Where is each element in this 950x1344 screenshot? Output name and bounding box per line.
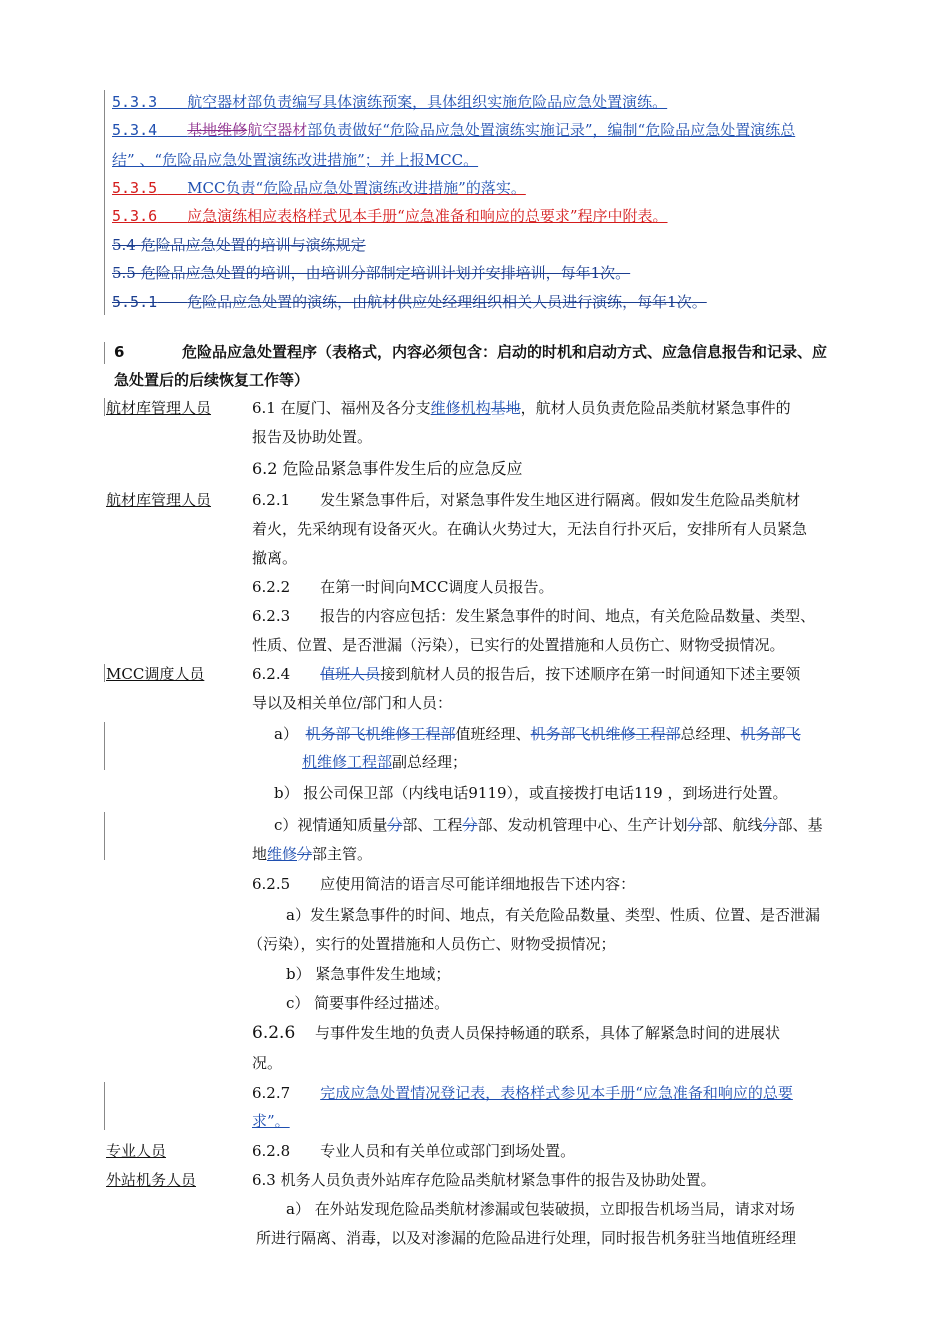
para-text: 6.1 在厦门、福州及各分支 [252, 399, 431, 417]
inserted-text: 完成应急处置情况登记表，表格样式参见本手册“应急准备和响应的总要 [320, 1084, 793, 1102]
clause-number: 5.3.3 [112, 93, 158, 111]
para-6-2-3: 6.2.3 报告的内容应包括：发生紧急事件的时间、地点，有关危险品数量、类型、 [252, 607, 816, 625]
item-6-2-5-c: c） 简要事件经过描述。 [286, 994, 450, 1012]
para-number: 6.2.4 [252, 665, 321, 683]
clause-5-3-4 [112, 120, 795, 140]
inserted-text: 维修 [267, 845, 298, 863]
para-6-2-7-cont: 求”。 [252, 1112, 290, 1130]
clause-text: 部负责做好“危险品应急处置演练实施记录”，编制“危险品应急处置演练总 [307, 121, 796, 139]
clause-5-3-3 [112, 92, 667, 112]
revised-text: 机务部飞机维修工程部 [530, 725, 681, 743]
clause-text: MCC负责“危险品应急处置演练改进措施”的落实。 [187, 179, 526, 197]
para-6-2-8: 6.2.8 专业人员和有关单位或部门到场处置。 [252, 1142, 576, 1160]
revision-bar [104, 398, 105, 416]
item-text: 部、发动机管理中心、生产计划 [477, 816, 688, 834]
section-6-title-cont [114, 370, 309, 390]
section-number: 6 [114, 343, 125, 361]
deleted-text: 分 [687, 816, 703, 834]
clause-text: 5.5 危险品应急处置的培训，由培训分部制定培训计划并安排培训，每年1次。 [112, 264, 631, 282]
deleted-text: 分 [387, 816, 403, 834]
item-text: 部、工程 [402, 816, 463, 834]
revised-text: 机务部飞机维修工程部 [305, 725, 456, 743]
inserted-text: 航空器材 [247, 121, 308, 139]
section-title: 危险品应急处置程序（表格式，内容必须包含：启动的时机和启动方式、应急信息报告和记录、应 [182, 343, 828, 361]
deleted-text: 分 [762, 816, 778, 834]
revision-bar [104, 664, 105, 682]
item-text: 值班经理、 [455, 725, 531, 743]
item-6-3-a-cont: 所进行隔离、消毒，以及对渗漏的危险品进行处理，同时报告机务驻当地值班经理 [256, 1229, 797, 1247]
section-title: 急处置后的后续恢复工作等） [114, 371, 310, 389]
revised-text: 机务部飞 [740, 725, 801, 743]
revision-bar [104, 90, 105, 315]
para-text: 与事件发生地的负责人员保持畅通的联系，具体了解紧急时间的进展状 [315, 1024, 781, 1042]
item-text: 部、基 [777, 816, 823, 834]
para-6-2-3-cont: 性质、位置、是否泄漏（污染），已实行的处置措施和人员伤亡、财物受损情况。 [252, 636, 785, 654]
para-number: 6.2.6 [252, 1023, 296, 1043]
deleted-text: 基地维修 [187, 121, 248, 139]
section-6-number [114, 342, 124, 362]
clause-number: 5.3.6 [112, 207, 158, 225]
item-text: 总经理、 [680, 725, 741, 743]
para-6-2: 6.2 危险品紧急事件发生后的应急反应 [252, 459, 523, 478]
deleted-text: 分 [462, 816, 478, 834]
revision-bar [104, 722, 105, 770]
para-6-2-4 [252, 664, 800, 684]
item-6-2-5-a: a）发生紧急事件的时间、地点，有关危险品数量、类型、性质、位置、是否泄漏 [286, 906, 820, 924]
clause-text: 航空器材部负责编写具体演练预案，具体组织实施危险品应急处置演练。 [187, 93, 668, 111]
clause-number: 5.3.4 [112, 121, 158, 139]
role-label: 专业人员 [106, 1142, 167, 1160]
para-6-2-6 [252, 1023, 780, 1043]
deleted-text: 分 [297, 845, 313, 863]
clause-5-5-deleted [112, 263, 630, 283]
para-6-2-4-cont: 导以及相关单位/部门和人员： [252, 694, 453, 712]
para-6-2-2: 6.2.2 在第一时间向MCC调度人员报告。 [252, 578, 554, 596]
item-text: 部、航线 [702, 816, 763, 834]
item-label: a） [274, 725, 291, 743]
item-c-cont [252, 844, 372, 864]
item-6-2-5-b: b） 紧急事件发生地域； [286, 965, 451, 983]
clause-5-3-6 [112, 206, 668, 226]
para-6-2-1: 6.2.1 发生紧急事件后，对紧急事件发生地区进行隔离。假如发生危险品类航材 [252, 491, 801, 509]
para-6-2-6-cont: 况。 [252, 1054, 283, 1072]
item-text: c）视情通知质量 [274, 816, 388, 834]
clause-text: 危险品应急处置的演练，由航材供应处经理组织相关人员进行演练，每年1次。 [187, 293, 707, 311]
revision-bar [104, 1082, 105, 1130]
inserted-text: 维修机构 [430, 399, 491, 417]
role-label: MCC调度人员 [106, 665, 205, 683]
para-6-2-1-cont: 撤离。 [252, 549, 298, 567]
item-text: 部主管。 [312, 845, 373, 863]
para-text: ，航材人员负责危险品类航材紧急事件的 [520, 399, 791, 417]
clause-number: 5.5.1 [112, 293, 158, 311]
item-a-cont [302, 752, 467, 772]
clause-5-3-5 [112, 178, 526, 198]
clause-text: 应急演练相应表格样式见本手册“应急准备和响应的总要求”程序中附表。 [187, 207, 668, 225]
clause-5-4-deleted [112, 235, 366, 255]
item-6-2-5-a-cont: （污染），实行的处置措施和人员伤亡、财物受损情况； [248, 935, 616, 953]
item-c [274, 815, 823, 835]
para-text: 接到航材人员的报告后，按下述顺序在第一时间通知下述主要领 [380, 665, 801, 683]
role-label: 航材库管理人员 [106, 491, 212, 509]
role-label: 航材库管理人员 [106, 399, 212, 417]
revised-text: 机维修工程部 [302, 753, 393, 771]
clause-number: 5.3.5 [112, 179, 158, 197]
section-6-title [182, 342, 827, 362]
clause-5-3-4-cont [112, 150, 478, 170]
clause-text: 结” 、“危险品应急处置演练改进措施”；并上报MCC。 [112, 151, 479, 169]
para-6-2-1-cont: 着火，先采纳现有设备灭火。在确认火势过大，无法自行扑灭后，安排所有人员紧急 [252, 520, 808, 538]
role-label: 外站机务人员 [106, 1171, 197, 1189]
para-6-1-cont: 报告及协助处置。 [252, 428, 373, 446]
para-6-1 [252, 398, 791, 418]
item-text: 副总经理； [392, 753, 468, 771]
deleted-text: 值班人员 [320, 665, 381, 683]
item-6-3-a: a） 在外站发现危险品类航材渗漏或包装破损，立即报告机场当局，请求对场 [286, 1200, 795, 1218]
revision-bar [104, 342, 105, 364]
revision-bar [104, 812, 105, 860]
para-number: 6.2.7 [252, 1084, 291, 1102]
para-6-2-7 [252, 1083, 793, 1103]
deleted-text: 基地 [490, 399, 521, 417]
item-text: 地 [252, 845, 268, 863]
item-a [274, 724, 801, 744]
item-b: b） 报公司保卫部（内线电话9119），或直接拨打电话119 ，到场进行处置。 [274, 784, 788, 802]
clause-5-5-1-deleted [112, 292, 707, 312]
para-6-3: 6.3 机务人员负责外站库存危险品类航材紧急事件的报告及协助处置。 [252, 1171, 716, 1189]
para-6-2-5: 6.2.5 应使用简洁的语言尽可能详细地报告下述内容： [252, 875, 636, 893]
clause-text: 5.4 危险品应急处置的培训与演练规定 [112, 236, 366, 254]
